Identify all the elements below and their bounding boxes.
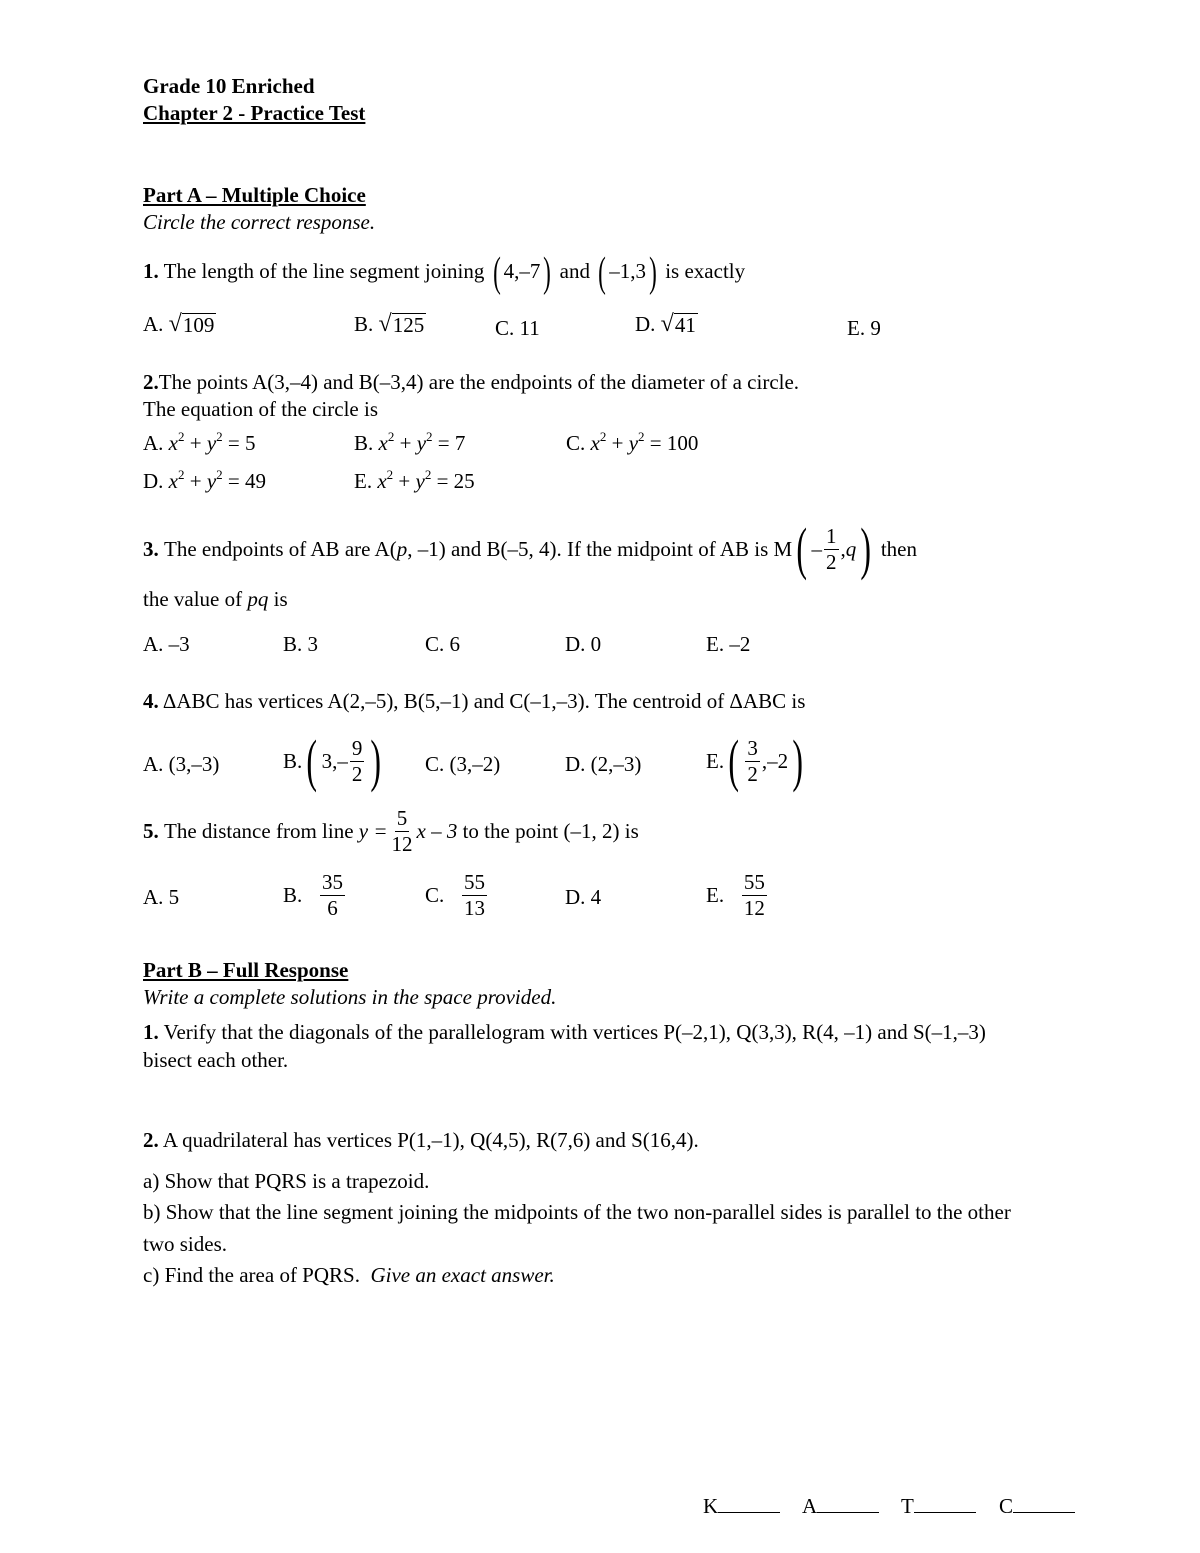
part-b-heading: Part B – Full Response [143,958,349,982]
fraction: $\frac{3}{2}$ [747,735,758,786]
option-c[interactable]: C. 6 [425,632,461,656]
q-number: 2. [143,1128,159,1152]
option-b[interactable] [283,872,347,919]
option-text: 3,– [321,748,348,773]
q-text-line2: The equation of the circle is [143,397,378,421]
mark-field-k[interactable] [703,1494,780,1518]
option-label: B. [354,431,374,455]
q-text: is exactly [665,258,746,283]
question-a5 [143,808,639,855]
paren: ( [796,516,808,581]
option-label: A. [143,312,164,336]
option-b[interactable] [354,312,426,336]
option-e[interactable] [706,872,769,919]
q-number: 1. [143,1020,159,1044]
option-label: E. [706,748,725,773]
option-d[interactable]: D. $x^2 + y^2 = 49$ [143,467,267,493]
option-b[interactable]: B. $x^2 + y^2 = 7$ [354,429,466,455]
fraction: $\frac{5}{12}$ [391,806,413,856]
mark-label: T [901,1494,914,1518]
q-text: The endpoints of AB are A( [164,536,397,561]
q-text-line2 [143,587,288,611]
option-label: B. [283,748,303,773]
mark-blank[interactable] [914,1494,976,1513]
option-b[interactable] [283,728,386,793]
q-text: ΔABC has vertices A(2,–5), B(5,–1) and C(–1,–3). The centroid of ΔABC is [162,689,806,713]
q-number: 1. [143,258,159,283]
mark-label: C [999,1494,1014,1518]
question-a3: 3. The endpoints of AB are A( p , –1) and B(–5, 4). If the midpoint of AB is M ( – $\frac{1}{2}$ , q ) then [143,516,917,581]
q-text: c) Find the area of PQRS. [143,1263,360,1287]
radicand: 109 [182,313,215,337]
question-a1 [143,252,745,294]
mark-field-a[interactable] [802,1494,879,1518]
question-a4 [143,689,805,713]
q-text-emphasis: Give an exact answer. [370,1263,555,1287]
q-number: 5. [143,819,159,844]
var-q: q [845,536,857,561]
q-number: 4. [143,689,159,713]
q-text: The points A(3,–4) and B(–3,4) are the endpoints of the diameter of a circle. [158,370,800,394]
point: 4,–7 [503,258,541,283]
fraction: $\frac{55}{13}$ [464,870,486,920]
paren: ) [543,250,552,296]
q-part-b-line2: two sides. [143,1232,227,1256]
q-text: Verify that the diagonals of the parallelogram with vertices P(–2,1), Q(3,3), R(4, –1) and S(–1,–3) [163,1020,986,1044]
equation-rhs: = 49 [227,469,267,493]
option-label: D. [635,312,656,336]
option-label: E. [706,883,725,908]
equation-rhs: = 5 [227,431,256,455]
option-d[interactable]: D. 4 [565,885,602,909]
option-c[interactable]: C. $x^2 + y^2 = 100$ [566,429,699,455]
option-label: C. [566,431,586,455]
sqrt: √ 109 [168,311,215,337]
q-number: 2. [143,370,159,394]
option-a[interactable]: A. (3,–3) [143,752,220,776]
q-number: 3. [143,536,159,561]
mark-blank[interactable] [1013,1494,1075,1513]
mark-label: A [802,1494,818,1518]
option-d[interactable]: D. (2,–3) [565,752,642,776]
q-text: The length of the line segment joining [163,258,485,283]
option-e[interactable]: E. –2 [706,632,751,656]
q-text: then [880,536,917,561]
option-label: B. [354,312,374,336]
option-text: ,–2 [761,748,789,773]
paren: ) [649,250,657,296]
q-text: to the point (–1, 2) is [462,819,639,844]
mark-label: K [703,1494,719,1518]
doc-subtitle: Chapter 2 - Practice Test [143,101,366,125]
fraction: $\frac{35}{6}$ [322,870,344,920]
option-d[interactable]: D. 0 [565,632,602,656]
paren: ) [792,728,804,793]
option-b[interactable]: B. 3 [283,632,319,656]
option-c[interactable] [425,872,489,919]
radicand: 125 [392,313,425,337]
paren: ( [306,728,318,793]
q-text: is [273,587,288,611]
doc-title: Grade 10 Enriched [143,74,315,98]
sqrt: √ 41 [660,311,696,337]
question-b1 [143,1020,986,1044]
option-label: C. [425,883,445,908]
var-p: p [396,536,408,561]
q-text: the value of [143,587,243,611]
fraction: $\frac{55}{12}$ [743,870,765,920]
option-d[interactable] [635,312,698,336]
option-label: E. [354,469,373,493]
option-e[interactable] [706,728,807,793]
option-c[interactable]: C. 11 [495,316,540,340]
q-text-line2: bisect each other. [143,1048,289,1072]
paren: ) [370,728,382,793]
option-label: A. [143,431,164,455]
q-text: The distance from line [164,819,354,844]
q-text: A quadrilateral has vertices P(1,–1), Q(4,5), R(7,6) and S(16,4). [162,1128,699,1152]
option-label: D. [143,469,164,493]
radicand: 41 [674,313,696,337]
point: –1,3 [609,258,646,283]
equation: y = [358,819,388,844]
option-a[interactable]: A. –3 [143,632,190,656]
option-a[interactable] [143,312,216,336]
fraction: $\frac{1}{2}$ [826,523,837,574]
option-label: B. [283,883,303,908]
equation: x – 3 [416,819,458,844]
question-a2 [143,370,799,394]
option-c[interactable]: C. (3,–2) [425,752,501,776]
paren: ( [598,250,607,296]
q-text: , –1) and B(–5, 4). If the midpoint of AB is M [407,536,793,561]
equation-rhs: = 25 [436,469,475,493]
part-a-heading: Part A – Multiple Choice [143,183,366,207]
part-a-instruction: Circle the correct response. [143,210,376,234]
equation-rhs: = 7 [437,431,466,455]
paren: ( [728,728,740,793]
q-part-a: a) Show that PQRS is a trapezoid. [143,1169,430,1193]
option-e[interactable]: E. 9 [847,316,881,340]
mark-field-c[interactable] [999,1494,1075,1518]
fraction: $\frac{9}{2}$ [351,735,363,786]
question-b2 [143,1128,699,1152]
option-e[interactable]: E. $x^2 + y^2 = 25$ [354,467,475,493]
sqrt: √ 125 [378,311,425,337]
q-part-c [143,1263,555,1287]
paren: ( [492,250,501,296]
paren: ) [860,516,872,581]
q-text: and [559,258,590,283]
var-pq: pq [247,587,269,611]
equation-rhs: = 100 [649,431,699,455]
q-part-b: b) Show that the line segment joining the midpoints of the two non-parallel sides is parallel to the other [143,1200,1011,1224]
option-a[interactable]: A. $x^2 + y^2 = 5$ [143,429,256,455]
mark-blank[interactable] [817,1494,879,1513]
mark-blank[interactable] [718,1494,780,1513]
option-a[interactable]: A. 5 [143,885,180,909]
mark-field-t[interactable] [901,1494,976,1518]
part-b-instruction: Write a complete solutions in the space provided. [143,985,557,1009]
